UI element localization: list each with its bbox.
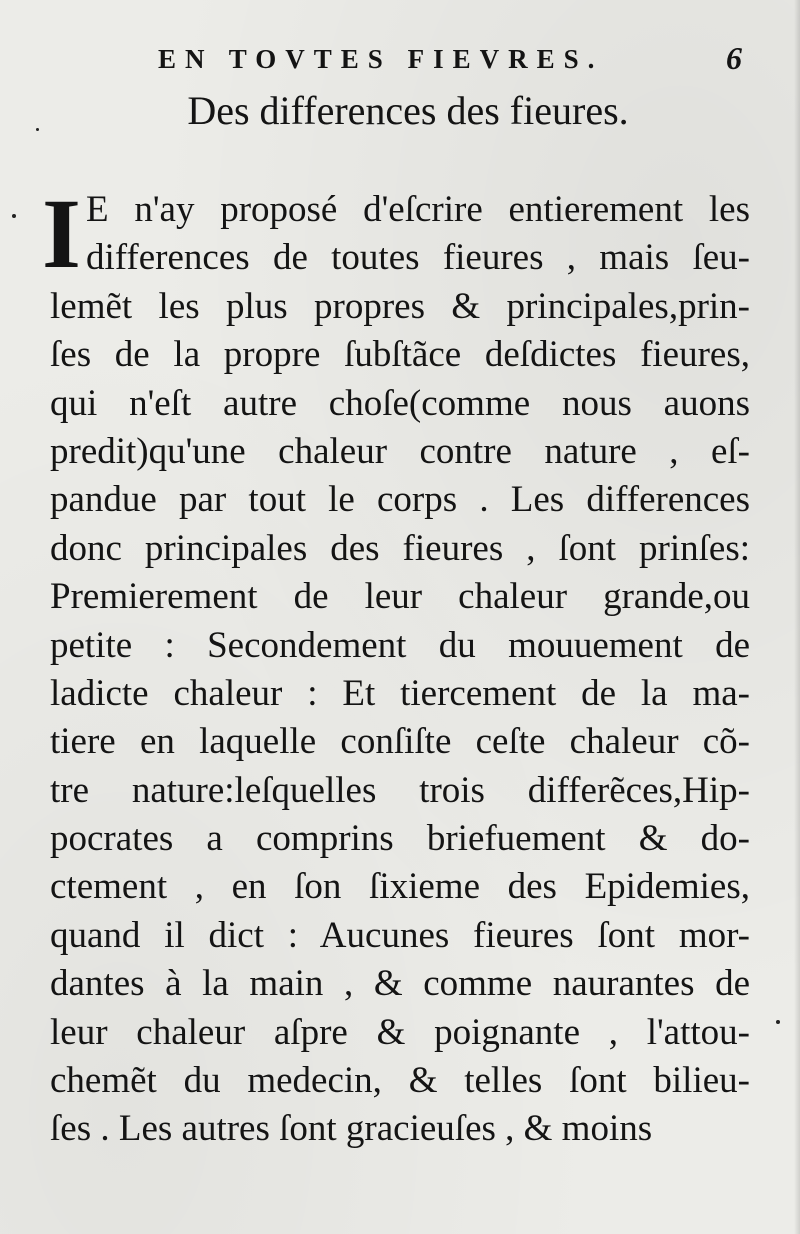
text-line: Premierement de leur chaleur grande,ou — [50, 576, 750, 618]
text-line: quand il dict : Aucunes fieures ſont mor- — [50, 914, 750, 956]
text-line: predit)qu'une chaleur contre nature , eſ- — [50, 430, 750, 472]
text-line: ladicte chaleur : Et tiercement de la ma- — [50, 672, 750, 714]
text-line: tre nature:leſquelles trois differẽces,Hip- — [50, 769, 750, 811]
text-line: tiere en laquelle conſiſte ceſte chaleur cõ- — [50, 721, 750, 763]
ink-speck — [12, 214, 16, 218]
body-paragraph — [50, 186, 750, 1154]
page-number: 6 — [726, 40, 742, 76]
text-line: dantes à la main , & comme naurantes de — [50, 963, 750, 1005]
running-head — [0, 40, 800, 80]
text-line: E n'ay proposé d'eſcrire entierement les — [86, 189, 750, 230]
text-line: pocrates a comprins briefuement & do- — [50, 818, 750, 860]
running-title: EN TOVTES FIEVRES. — [158, 44, 604, 74]
drop-cap: I — [42, 191, 81, 277]
text-line: donc principales des fieures , ſont prinſes: — [50, 527, 750, 569]
text-line: petite : Secondement du mouuement de — [50, 624, 750, 666]
text-line: chemẽt du medecin, & telles ſont bilieu- — [50, 1060, 750, 1102]
text-line: ſes de la propre ſubſtãce deſdictes fieures, — [50, 334, 750, 376]
chapter-heading: Des differences des fieures. — [187, 88, 629, 133]
page-edge-shadow — [794, 0, 800, 1234]
text-line: pandue par tout le corps . Les differences — [50, 479, 750, 521]
text-line: ctement , en ſon ſixieme des Epidemies, — [50, 866, 750, 908]
text-line: leur chaleur aſpre & poignante , l'attou- — [50, 1011, 750, 1053]
text-line: lemẽt les plus propres & principales,prin- — [50, 285, 750, 327]
ink-speck — [36, 128, 39, 131]
text-line: differences de toutes fieures , mais ſeu- — [86, 237, 750, 279]
text-line: qui n'eſt autre choſe(comme nous auons — [50, 382, 750, 424]
ink-speck — [776, 1020, 780, 1024]
text-line: ſes . Les autres ſont gracieuſes , & moins — [50, 1108, 653, 1150]
